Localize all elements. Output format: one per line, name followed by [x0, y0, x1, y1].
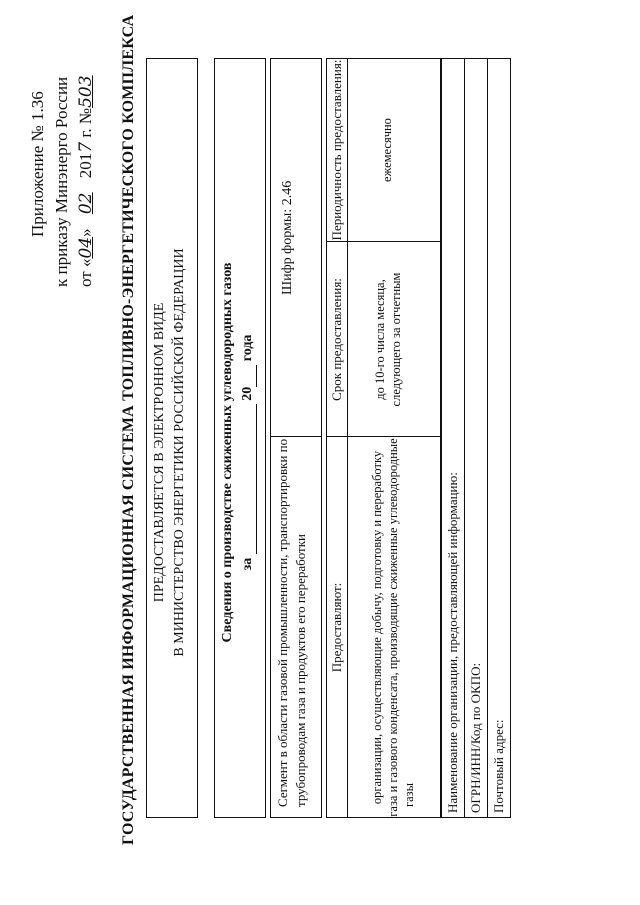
- respondents-line-3: газы: [402, 782, 416, 807]
- header-deadline: Срок предоставления:: [329, 278, 344, 401]
- segment-divider: [270, 436, 322, 437]
- segment-line-2: трубопроводам газа и продуктов его переработки: [293, 534, 308, 807]
- appendix-line-1: Приложение № 1.36: [28, 91, 47, 237]
- deadline-line-1: до 10-го числа месяца,: [373, 279, 387, 400]
- org-row-divider-1: [464, 58, 465, 818]
- header-frequency: Периодичность предоставления:: [329, 59, 344, 241]
- org-row-divider-2: [487, 58, 488, 818]
- respondents-line-1: организации, осуществляющие добычу, подготовку и переработку: [370, 450, 384, 805]
- report-title: Сведения о производстве сжиженных углеводородных газов: [220, 262, 235, 643]
- appendix-line-2: к приказу Минэнерго России: [52, 76, 71, 287]
- form-code: Шифр формы: 2.46: [280, 180, 295, 295]
- deadline-line-2: следующего за отчетным: [389, 272, 403, 407]
- org-ids-label: ОГРН/ИНН/Код по ОКПО:: [468, 662, 483, 813]
- appendix-line-3: от «04» 02 2017 г. №503: [76, 75, 96, 287]
- submission-line-1: ПРЕДОСТАВЛЯЕТСЯ В ЭЛЕКТРОННОМ ВИДЕ: [152, 302, 167, 603]
- segment-line-1: Сегмент в области газовой промышленности, транспортировки по: [275, 438, 290, 807]
- header-respondents: Предоставляют:: [329, 582, 344, 673]
- system-title: ГОСУДАРСТВЕННАЯ ИНФОРМАЦИОННАЯ СИСТЕМА ТОПЛИВНО-ЭНЕРГЕТИЧЕСКОГО КОМПЛЕКСА: [120, 14, 137, 845]
- respondents-line-2: газа и газового конденсата, производящие сжиженные углеводородные: [386, 438, 400, 817]
- frequency-value: ежемесячно: [380, 118, 394, 182]
- report-period: за 20 года: [240, 0, 257, 905]
- org-name-label: Наименование организации, предоставляющей информацию:: [445, 472, 460, 813]
- submission-line-2: В МИНИСТЕРСТВО ЭНЕРГЕТИКИ РОССИЙСКОЙ ФЕДЕРАЦИИ: [172, 248, 187, 657]
- table-header-divider: [347, 58, 348, 818]
- org-address-label: Почтовый адрес:: [491, 719, 506, 813]
